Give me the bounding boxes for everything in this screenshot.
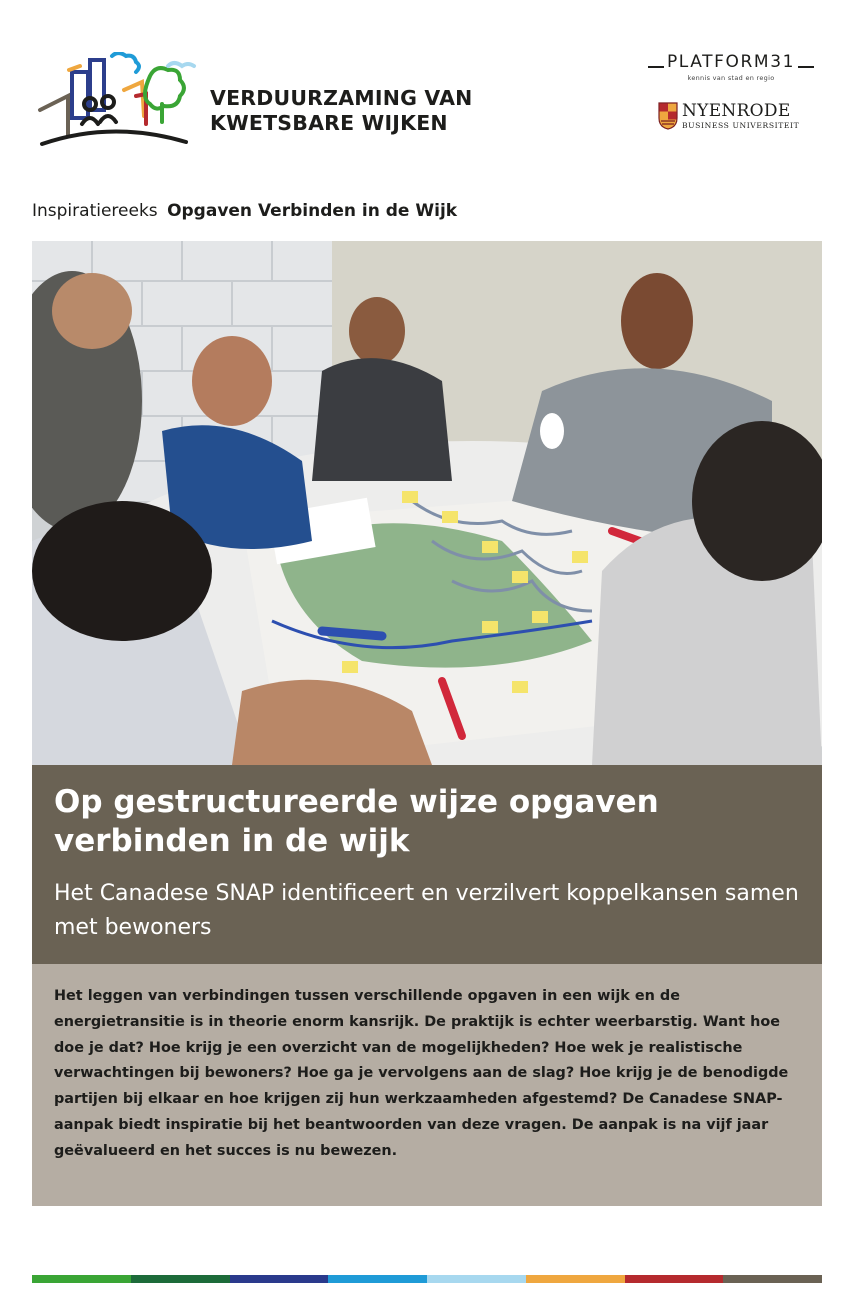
intro-box [32, 964, 822, 1206]
brand-title-line-2: KWETSBARE WIJKEN [210, 111, 448, 135]
footer-color-segment [131, 1275, 230, 1283]
intro-text: Het leggen van verbindingen tussen verschillende opgaven in een wijk en de energietransitie is in theorie enorm kansrijk. De praktijk is echter weerbarstig. Want hoe doe je dat? Hoe krijg je een overzicht van de mogelijkheden? Hoe wek je realistische verwachtingen bij bewoners? Hoe ga je vervolgens aan de slag? Hoe krijg je de benodigde partijen bij elkaar en hoe krijgen zij hun werkzaamheden afgestemd? De Canadese SNAP-aanpak biedt inspiratie bij het beantwoorden van deze vragen. De aanpak is na vijf jaar geëvalueerd en het succes is nu bewezen. [54, 988, 789, 1159]
platform31-name-row [640, 52, 822, 72]
workshop-photo [32, 241, 822, 765]
page-subtitle: Het Canadese SNAP identificeert en verzilvert koppelkansen samen met bewoners [54, 881, 799, 940]
footer-color-segment [723, 1275, 822, 1283]
footer-color-bar [32, 1275, 822, 1283]
nyenrode-subtitle: BUSINESS UNIVERSITEIT [682, 120, 800, 130]
platform31-left-bar [648, 66, 664, 68]
footer-color-segment [526, 1275, 625, 1283]
nyenrode-crest-icon [658, 102, 678, 130]
footer-color-segment [328, 1275, 427, 1283]
footer-color-segment [427, 1275, 526, 1283]
neighbourhood-buildings-logo-icon [32, 52, 200, 152]
headline-box [32, 765, 822, 964]
brand-title [210, 86, 473, 136]
brand-title-line-1: VERDUURZAMING VAN [210, 86, 473, 110]
footer-color-segment [625, 1275, 724, 1283]
platform31-logo [640, 52, 822, 82]
series-line [32, 201, 457, 221]
series-label: Inspiratiereeks [32, 201, 158, 221]
platform31-right-bar [798, 66, 814, 68]
series-name: Opgaven Verbinden in de Wijk [167, 201, 458, 221]
platform31-name: PLATFORM31 [666, 52, 796, 72]
page-title: Op gestructureerde wijze opgaven verbinden in de wijk [54, 784, 659, 859]
footer-color-segment [230, 1275, 329, 1283]
nyenrode-logo [658, 102, 799, 130]
platform31-tagline: kennis van stad en regio [687, 74, 775, 82]
footer-color-segment [32, 1275, 131, 1283]
nyenrode-name: NYENRODE [682, 100, 791, 121]
